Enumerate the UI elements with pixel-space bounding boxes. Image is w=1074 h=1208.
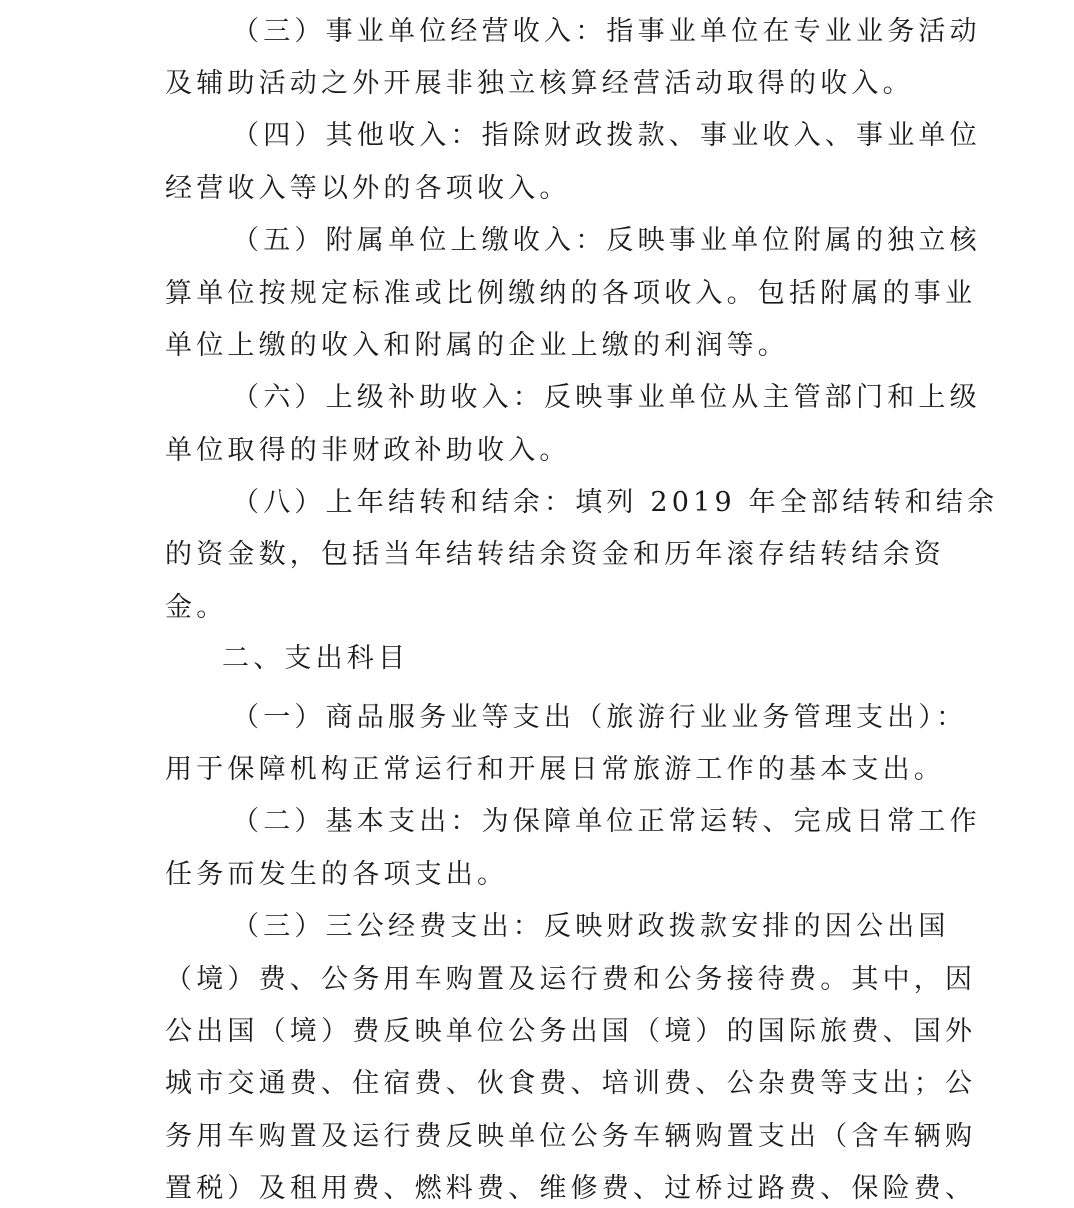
paragraph-line: 金。 [165,592,228,623]
paragraph-line: 的资金数，包括当年结转结余资金和历年滚存结转结余资 [165,539,945,570]
section-heading: 二、支出科目 [222,643,410,674]
paragraph-line: （六）上级补助收入：反映事业单位从主管部门和上级 [232,382,981,413]
paragraph-line: 单位上缴的收入和附属的企业上缴的利润等。 [165,330,789,361]
paragraph-line: （二）基本支出：为保障单位正常运转、完成日常工作 [232,806,981,837]
paragraph-line: （五）附属单位上缴收入：反映事业单位附属的独立核 [232,225,981,256]
paragraph-line: （一）商品服务业等支出（旅游行业业务管理支出）： [232,702,968,733]
paragraph-line: 经营收入等以外的各项收入。 [165,173,571,204]
paragraph-line: （境）费、公务用车购置及运行费和公务接待费。其中，因 [165,964,977,995]
paragraph-line: 公出国（境）费反映单位公务出国（境）的国际旅费、国外 [165,1016,977,1047]
paragraph-line: 用于保障机构正常运行和开展日常旅游工作的基本支出。 [165,754,945,785]
paragraph-line: （三）事业单位经营收入：指事业单位在专业业务活动 [232,16,981,47]
paragraph-line: 置税）及租用费、燃料费、维修费、过桥过路费、保险费、 [165,1173,977,1204]
paragraph-line: （八）上年结转和结余：填列 2019 年全部结转和结余 [232,487,999,518]
paragraph-line: 及辅助活动之外开展非独立核算经营活动取得的收入。 [165,68,914,99]
paragraph-line: 任务而发生的各项支出。 [165,859,509,890]
paragraph-line: 单位取得的非财政补助收入。 [165,435,571,466]
paragraph-line: 算单位按规定标准或比例缴纳的各项收入。包括附属的事业 [165,278,977,309]
paragraph-line: （三）三公经费支出：反映财政拨款安排的因公出国 [232,911,950,942]
paragraph-line: 城市交通费、住宿费、伙食费、培训费、公杂费等支出；公 [165,1068,977,1099]
paragraph-line: （四）其他收入：指除财政拨款、事业收入、事业单位 [232,120,981,151]
paragraph-line: 务用车购置及运行费反映单位公务车辆购置支出（含车辆购 [165,1121,977,1152]
